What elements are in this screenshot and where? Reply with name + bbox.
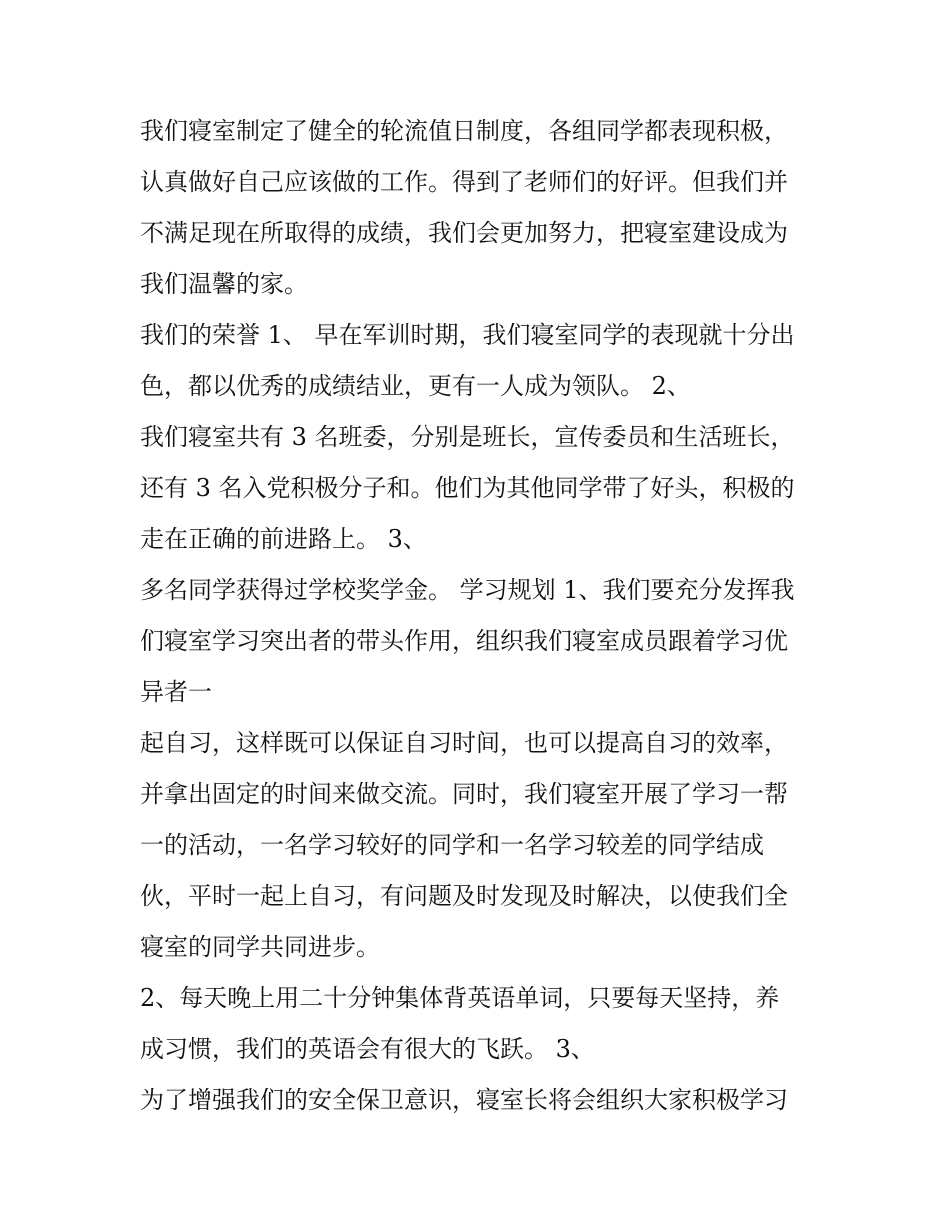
text-line: 不满足现在所取得的成绩，我们会更加努力，把寝室建设成为 (140, 219, 788, 247)
text-line: 还有 3 名入党积极分子和。他们为其他同学带了好头，积极的 (140, 474, 795, 502)
text-line: 异者一 (140, 678, 212, 706)
text-line: 成习惯，我们的英语会有很大的飞跃。 3、 (140, 1035, 595, 1063)
text-line: 多名同学获得过学校奖学金。 学习规划 1、我们要充分发挥我 (140, 576, 795, 604)
text-line: 我们寝室共有 3 名班委，分别是班长，宣传委员和生活班长， (140, 423, 795, 451)
text-line: 一的活动，一名学习较好的同学和一名学习较差的同学结成 (140, 831, 764, 859)
document-body (140, 106, 830, 1126)
text-line: 色，都以优秀的成绩结业，更有一人成为领队。 2、 (140, 372, 691, 400)
text-line: 伙，平时一起上自习，有问题及时发现及时解决，以使我们全 (140, 882, 788, 910)
text-line: 起自习，这样既可以保证自习时间，也可以提高自习的效率， (140, 729, 788, 757)
text-line: 2、每天晚上用二十分钟集体背英语单词，只要每天坚持，养 (140, 984, 780, 1012)
text-line: 我们寝室制定了健全的轮流值日制度，各组同学都表现积极， (140, 117, 788, 145)
text-line: 我们的荣誉 1、 早在军训时期，我们寝室同学的表现就十分出 (140, 321, 795, 349)
text-line: 认真做好自己应该做的工作。得到了老师们的好评。但我们并 (140, 168, 788, 196)
text-line: 们寝室学习突出者的带头作用，组织我们寝室成员跟着学习优 (140, 627, 788, 655)
text-line: 为了增强我们的安全保卫意识，寝室长将会组织大家积极学习 (140, 1086, 788, 1114)
text-line: 我们温馨的家。 (140, 270, 308, 298)
text-line: 并拿出固定的时间来做交流。同时，我们寝室开展了学习一帮 (140, 780, 788, 808)
text-line: 寝室的同学共同进步。 (140, 933, 380, 961)
text-line: 走在正确的前进路上。 3、 (140, 525, 427, 553)
